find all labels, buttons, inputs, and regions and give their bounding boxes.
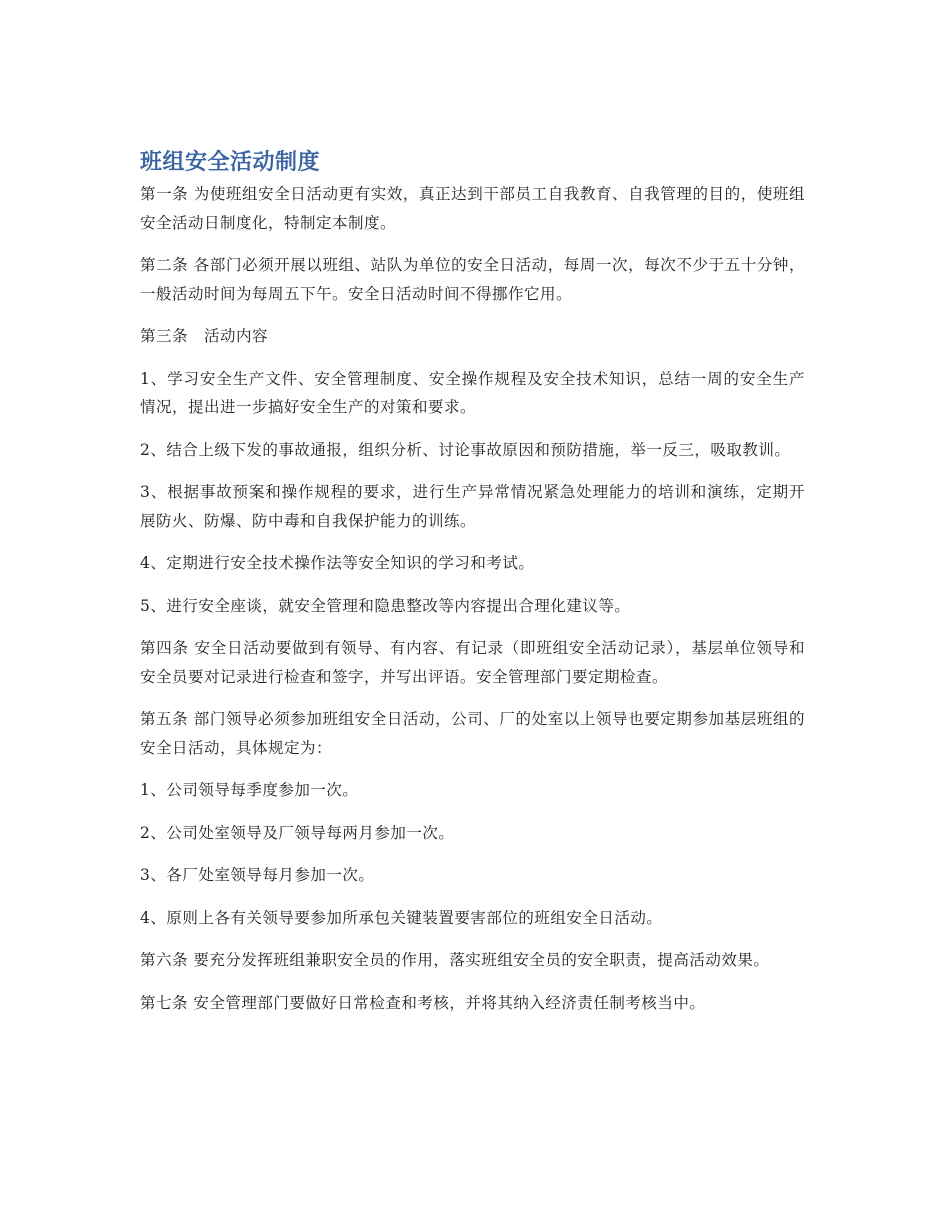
leader-rule-3: 3、各厂处室领导每月参加一次。 — [140, 866, 375, 884]
article-1-paragraph: 第一条 为使班组安全日活动更有实效，真正达到干部员工自我教育、自我管理的目的，使班组安全活动日制度化，特制定本制度。 — [140, 185, 805, 232]
activity-item-2: 2、结合上级下发的事故通报，组织分析、讨论事故原因和预防措施，举一反三，吸取教训。 — [140, 440, 791, 459]
activity-item-4: 4、定期进行安全技术操作法等安全知识的学习和考试。 — [140, 554, 535, 572]
document-page — [140, 146, 805, 1031]
article-7-paragraph: 第七条 安全管理部门要做好日常检查和考核，并将其纳入经济责任制考核当中。 — [140, 993, 706, 1012]
leader-rule-2: 2、公司处室领导及厂领导每两月参加一次。 — [140, 823, 455, 842]
article-5-paragraph: 第五条 部门领导必须参加班组安全日活动，公司、厂的处室以上领导也要定期参加基层班组的安全日活动，具体规定为： — [140, 710, 805, 757]
article-2-paragraph: 第二条 各部门必须开展以班组、站队为单位的安全日活动，每周一次，每次不少于五十分钟，一般活动时间为每周五下午。安全日活动时间不得挪作它用。 — [140, 256, 805, 303]
document-title: 班组安全活动制度 — [140, 150, 321, 175]
activity-item-5: 5、进行安全座谈，就安全管理和隐患整改等内容提出合理化建议等。 — [140, 596, 631, 615]
article-6-paragraph: 第六条 要充分发挥班组兼职安全员的作用，落实班组安全员的安全职责，提高活动效果。 — [140, 951, 770, 969]
activity-item-1: 1、学习安全生产文件、安全管理制度、安全操作规程及安全技术知识，总结一周的安全生产情况，提出进一步搞好安全生产的对策和要求。 — [140, 369, 805, 416]
leader-rule-1: 1、公司领导每季度参加一次。 — [140, 781, 359, 799]
activity-item-3: 3、根据事故预案和操作规程的要求，进行生产异常情况紧急处理能力的培训和演练，定期开展防火、防爆、防中毒和自我保护能力的训练。 — [140, 483, 805, 530]
article-3-heading: 第三条 活动内容 — [140, 327, 269, 345]
leader-rule-4: 4、原则上各有关领导要参加所承包关键装置要害部位的班组安全日活动。 — [140, 908, 663, 927]
article-4-paragraph: 第四条 安全日活动要做到有领导、有内容、有记录（即班组安全活动记录），基层单位领导和安全员要对记录进行检查和签字，并写出评语。安全管理部门要定期检查。 — [140, 639, 805, 686]
